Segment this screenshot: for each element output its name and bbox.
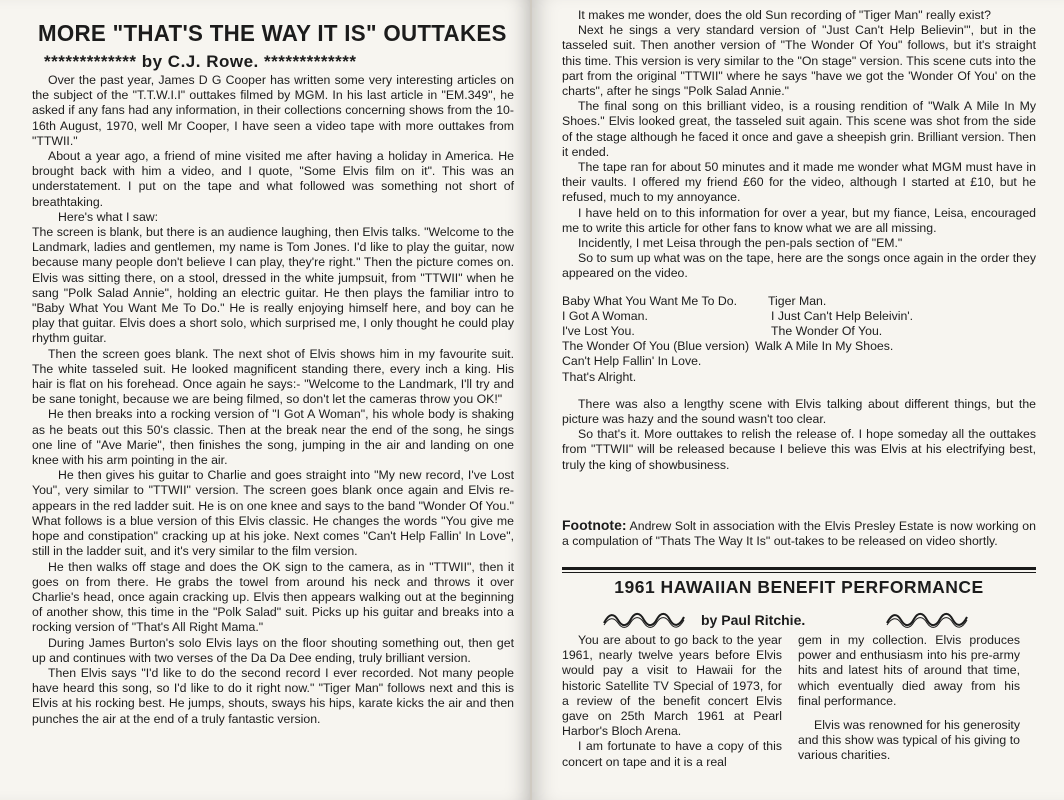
- paragraph: Elvis was renowned for his generosity and this show was typical of his giving to various charities.: [798, 718, 1020, 763]
- paragraph: It makes me wonder, does the old Sun recording of "Tiger Man" really exist?: [578, 8, 991, 22]
- paragraph: Over the past year, James D G Cooper has written some very interesting articles on the subject of the "T.T.W.I.I" outtakes filmed by MGM. In his last article in "EM.349", he asked if any fans had any information, in their collections concerning shows from the 10-16th August, 1970, well Mr Cooper, I have seen a video tape with more outtakes from "TTWII.": [32, 73, 514, 148]
- song-title: Baby What You Want Me To Do.: [562, 293, 737, 308]
- footnote-text: Andrew Solt in association with the Elvis Presley Estate is now working on a compulation of "Thats The Way It Is" out-takes to be released on video shortly.: [562, 519, 1036, 549]
- song-row: [562, 339, 1036, 354]
- article2-column-1: [562, 633, 782, 770]
- paragraph: The final song on this brilliant video, is a rousing rendition of "Walk A Mile In My Shoes." Elvis looked great, the tasseled suit again. This scene was shot from the side of the stage although he faced it once and gave a sheepish grin. Brilliant version. Then it ended.: [562, 99, 1036, 159]
- paragraph: During James Burton's solo Elvis lays on the floor shouting something out, then get up and continues with two verses of the Da Da Dee ending, truly brilliant version.: [32, 635, 514, 665]
- footnote-label: Footnote:: [562, 517, 627, 533]
- paragraph: So that's it. More outtakes to relish the release of. I hope someday all the outtakes from "TTWII" will be released because I believe this was Elvis at his electrifying best, truly the king of showbusiness.: [562, 427, 1036, 472]
- song-title: That's Alright.: [562, 369, 637, 384]
- section-divider-thin: [562, 572, 1036, 573]
- footnote: [562, 518, 1036, 549]
- paragraph: I am fortunate to have a copy of this concert on tape and it is a real: [562, 739, 782, 769]
- wave-ornament-icon: [602, 609, 686, 631]
- paragraph: Here's what I saw:: [58, 209, 159, 224]
- article2-title: 1961 HAWAIIAN BENEFIT PERFORMANCE: [614, 577, 984, 597]
- song-row: [562, 354, 1036, 369]
- paragraph: I have held on to this information for over a year, but my fiance, Leisa, encouraged me to write this article for other fans to know what we are all missing.: [562, 205, 1036, 235]
- song-title: I Got A Woman.: [562, 308, 648, 323]
- article2-byline-row: [562, 606, 1036, 634]
- article-body: [32, 73, 514, 727]
- paragraph: He then breaks into a rocking version of "I Got A Woman", his whole body is shaking as he beats out this 50's classic. Then at the break near the end of the song, he sings one line of "Ave Marie", then finishes the song, jumping in the air and landing on one knee with his arm pointing in the air.: [32, 407, 514, 468]
- song-title: Can't Help Fallin' In Love.: [562, 354, 702, 369]
- song-row: [562, 324, 1036, 339]
- paragraph: The screen is blank, but there is an audience laughing, then Elvis talks. "Welcome to the Landmark, ladies and gentlemen, my name is Tom Jones. I'd like to play the guitar, now because many people don't believe I can play, they're right." Then the picture comes on. Elvis was sitting there, on a stool, dressed in the white jumpsuit, from "TTWII" when he sang "Polk Salad Annie", holding an electric guitar. He then plays the familiar intro to "Baby What You Want Me To Do." He is really enjoying himself here, and boy can he play that guitar. Elvis does a short solo, which surprised me, I only thought he could play rhythm guitar.: [32, 225, 514, 346]
- paragraph: There was also a lengthy scene with Elvis talking about different things, but the picture was hazy and the sound wasn't too clear.: [562, 396, 1036, 427]
- paragraph: You are about to go back to the year 1961, nearly twelve years before Elvis would pay a visit to Hawaii for the historic Satellite TV Special of 1973, for a review of the benefit concert Elvis gave on 25th March 1961 at Pearl Harbor's Bloch Arena.: [562, 633, 782, 739]
- article2-byline: by Paul Ritchie.: [701, 612, 806, 628]
- paragraph: Then the screen goes blank. The next shot of Elvis shows him in my favourite suit. The white tasseled suit. He looked magnificent standing there, every inch a king. His hair is flat on his forehead. Once again he says:- "Welcome to the Landmark, I'll try and be sane tonight, because we are being filmed, so don't let the cameras throw you OK!": [32, 346, 514, 407]
- song-list: [562, 294, 1036, 385]
- article-title: MORE "THAT'S THE WAY IT IS" OUTTAKES: [38, 20, 507, 46]
- paragraph: He then walks off stage and does the OK sign to the camera, as in "TTWII", then it goes on from there. He grabs the towel from around his neck and throws it over Charlie's head, once again cracking up. Elvis then appears walking out at the beginning of another show, this time in the "Polk Salad" suit. Picks up his guitar and breaks into a rocking version of "That's All Right Mama.": [32, 559, 514, 635]
- article2-column-2: [798, 633, 1020, 764]
- song-row: [562, 370, 1036, 385]
- song-title: I Just Can't Help Beleivin'.: [771, 308, 914, 323]
- paragraph: Then Elvis says "I'd like to do the second record I ever recorded. Not many people have heard this song, so I'd like to do it right now." "Tiger Man" follows next and this is Elvis at his rocking best. He jumps, shouts, sways his hips, karate kicks the air and then punches the air at the end of a truly fantastic version.: [32, 665, 514, 726]
- song-title: Walk A Mile In My Shoes.: [755, 339, 894, 354]
- song-title: The Wonder Of You (Blue version): [562, 339, 750, 354]
- song-title: I've Lost You.: [562, 324, 635, 339]
- section-divider: [562, 567, 1036, 570]
- article-continuation: [562, 8, 1036, 473]
- wave-ornament-icon: [885, 609, 969, 631]
- paragraph: Incidently, I met Leisa through the pen-pals section of "EM.": [578, 236, 903, 251]
- song-title: Tiger Man.: [768, 293, 827, 308]
- article-byline: ************* by C.J. Rowe. *************: [44, 52, 357, 71]
- paragraph: gem in my collection. Elvis produces power and enthusiasm into his pre-army hits and latest hits of around that time, which eventually died away from his final performance.: [798, 633, 1020, 708]
- song-title: The Wonder Of You.: [771, 324, 883, 339]
- paragraph: Next he sings a very standard version of "Just Can't Help Believin'", but in the tasseled suit. Then another version of "The Wonder Of You" follows, but it's straight this time. This version is very similar to the "On stage" version. This scene cuts into the part from the original "TTWII" where he says "have we got the 'Wonder Of You' on the charts", after he sings "Polk Salad Annie.": [562, 23, 1036, 99]
- paragraph: He then gives his guitar to Charlie and goes straight into "My new record, I've Lost You", very similar to "TTWII" version. The screen goes blank once again and Elvis re-appears in the red ladder suit. He is on one knee and says to the band "Wonder Of You." What follows is a blue version of this Elvis classic. He changes the words "You give me hope and constipation" cracking up at his joke. Next comes "Can't Help Fallin' In Love", still in the ladder suit, and it's very similar to the film version.: [32, 468, 514, 559]
- song-row: [562, 294, 1036, 309]
- paragraph: So to sum up what was on the tape, here are the songs once again in the order they appeared on the video.: [562, 251, 1036, 281]
- song-row: [562, 309, 1036, 324]
- paragraph: About a year ago, a friend of mine visited me after having a holiday in America. He brought back with him a video, and I quote, "Some Elvis film on it". This was an understatement. I put on the tape and what followed was something not short of breathtaking.: [32, 149, 514, 209]
- paragraph: The tape ran for about 50 minutes and it made me wonder what MGM must have in their vaults. I offered my friend £60 for the video, although I started at £10, but he refused, much to my annoyance.: [562, 160, 1036, 205]
